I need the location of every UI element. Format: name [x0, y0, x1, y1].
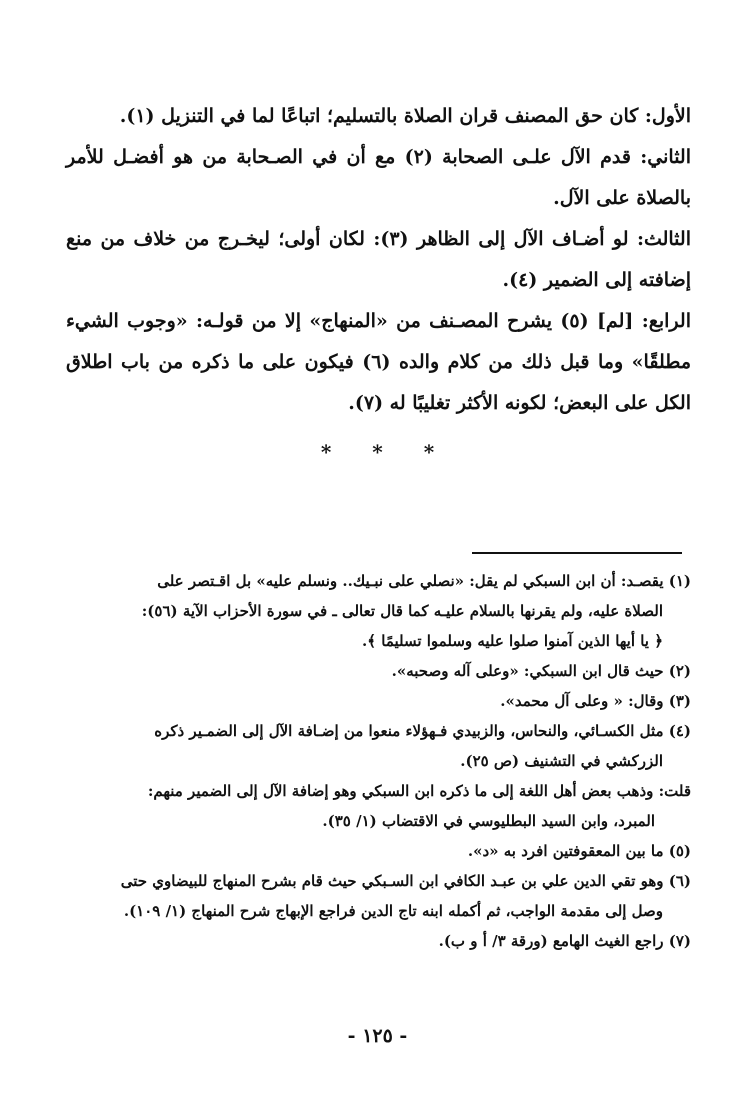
paragraph-fourth: الرابع: [لم] (٥) يشرح المصـنف من «المنهاج» إلا من قولـه: «وجوب الشيء مطلقًا» وما قبل ذلك من كلام والده (٦) فيكون على ما ذكره من باب اطلاق الكل على البعض؛ لكونه الأكثر تغليبًا له (٧).: [66, 310, 692, 414]
footnote-5: [66, 836, 691, 866]
page-number: - ١٢٥ -: [347, 1025, 408, 1047]
footnote-line: (٦) وهو تقي الدين علي بن عبـد الكافي ابن السـبكي حيث قام بشرح المنهاج للبيضاوي حتى: [120, 872, 691, 890]
footnote-2: [66, 656, 691, 686]
footnote-7: [66, 926, 691, 956]
footnote-1: [66, 566, 691, 656]
footnote-3: [66, 686, 691, 716]
footnote-4: [66, 716, 691, 776]
footnote-line: المبرد، وابن السيد البطليوسي في الاقتضاب (١/ ٣٥).: [322, 812, 655, 830]
footnote-line: وصل إلى مقدمة الواجب، ثم أكمله ابنه تاج الدين فراجع الإبهاج شرح المنهاج (١/ ١٠٩).: [123, 902, 663, 920]
footnote-line: قلت: وذهب بعض أهل اللغة إلى ما ذكره ابن السبكي وهو إضافة الآل إلى الضمير منهم:: [147, 782, 691, 800]
footnote-6: [66, 866, 691, 926]
footnote-editor-note: [66, 776, 691, 836]
footnote-line: (٥) ما بين المعقوفتين افرد به «د».: [467, 842, 691, 860]
main-text: [66, 96, 691, 424]
section-ornament: [0, 440, 755, 464]
footnote-line: (٤) مثل الكسـائي، والنحاس، والزبيدي فـهؤلاء منعوا من إضـافة الآل إلى الضمـير ذكره: [154, 722, 691, 740]
footnote-line: (٢) حيث قال ابن السبكي: «وعلى آله وصحبه».: [391, 662, 691, 680]
ornament-star: *: [423, 440, 435, 464]
paragraph-first: الأول: كان حق المصنف قران الصلاة بالتسليم؛ اتباعًا لما في التنزيل (١).: [119, 105, 691, 127]
ornament-star: *: [320, 440, 332, 464]
footnote-line: (٧) راجع الغيث الهامع (ورقة ٣/ أ و ب).: [438, 932, 691, 950]
ornament-star: *: [372, 440, 383, 464]
footnote-quran-quote: ﴿ يا أيها الذين آمنوا صلوا عليه وسلموا تسليمًا ﴾.: [362, 632, 663, 650]
footnote-line: الزركشي في التشنيف (ص ٢٥).: [460, 752, 663, 770]
paragraph-third: الثالث: لو أضـاف الآل إلى الظاهر (٣): لكان أولى؛ ليخـرج من خلاف من منع إضافته إلى الضمير (٤).: [66, 228, 691, 291]
footnote-separator: [472, 552, 682, 554]
footnote-line: الصلاة عليه، ولم يقرنها بالسلام عليـه كما قال تعالى ـ في سورة الأحزاب الآية (٥٦):: [141, 602, 663, 620]
footnote-line: (٣) وقال: « وعلى آل محمد».: [500, 692, 691, 710]
paragraph-second: الثاني: قدم الآل علـى الصحابة (٢) مع أن في الصـحابة من هو أفضـل للأمر بالصلاة على الآل.: [66, 146, 691, 209]
footnotes: [66, 566, 691, 956]
footnote-line: (١) يقصـد: أن ابن السبكي لم يقل: «نصلي على نبـيك.. ونسلم عليه» بل اقـتصر على: [157, 572, 691, 590]
